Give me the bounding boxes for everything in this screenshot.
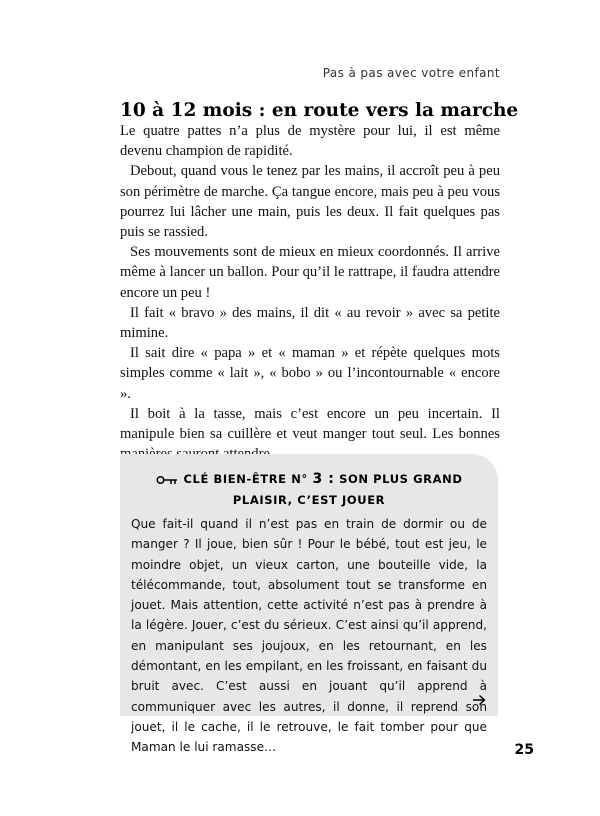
key-icon bbox=[156, 475, 178, 485]
paragraph: Il fait « bravo » des mains, il dit « au revoir » avec sa petite mimine. bbox=[120, 304, 500, 342]
key-tip-title-line2: PLAISIR, C’EST JOUER bbox=[232, 493, 386, 507]
key-tip-label: CLÉ BIEN-ÊTRE N° bbox=[183, 472, 308, 486]
key-tip-box bbox=[120, 454, 498, 755]
key-tip-number: 3 : bbox=[312, 471, 335, 487]
running-head: Pas à pas avec votre enfant bbox=[322, 66, 500, 80]
key-tip-text: Que fait-il quand il n’est pas en train de dormir ou de manger ? Il joue, bien sûr ! Pour le bébé, tout est jeu, le moindre objet, un vieux carton, une bouteille vide, la télécommande, tout, absolument tout se transforme en jouet. Mais attention, cette activité n’est pas à prendre à la légère. Jouer, c’est du sérieux. C’est ainsi qu’il apprend, en manipulant ses joujoux, en les retournant, en les démontant, en les empilant, en les froissant, en faisant du bruit avec. C’est aussi en jouant qu’il apprend à communiquer avec les autres, il donne, il reprend son jouet, il le cache, il le retrouve, le fait tomber pour que Maman le lui ramasse… bbox=[131, 517, 487, 755]
key-tip-title bbox=[120, 469, 498, 511]
paragraph: Le quatre pattes n’a plus de mystère pour lui, il est même devenu champion de rapidité. bbox=[120, 123, 500, 160]
paragraph: Il sait dire « papa » et « maman » et répète quelques mots simples comme « lait », « bobo » ou l’incontournable « encore ». bbox=[120, 345, 500, 402]
arrow-right-icon bbox=[472, 694, 486, 706]
key-tip-title-line1: SON PLUS GRAND bbox=[339, 472, 463, 486]
body-text bbox=[120, 121, 500, 464]
paragraph: Il boit à la tasse, mais c’est encore un peu incertain. Il manipule bien sa cuillère et veut manger tout seul. Les bonnes bbox=[120, 405, 500, 443]
paragraph: Debout, quand vous le tenez par les mains, il accroît peu à peu son périmètre de marche. Ça tangue encore, mais peu à peu vous pourrez lui lâcher une main, puis les deux. Il fait quelques pas puis se rassied. bbox=[120, 163, 500, 241]
page-number: 25 bbox=[514, 742, 534, 758]
paragraph: Ses mouvements sont de mieux en mieux coordonnés. Il arrive même à lancer un ballon. Pour qu’il le rattrape, il faudra attendre encore un peu ! bbox=[120, 244, 500, 301]
section-title: 10 à 12 mois : en route vers la marche bbox=[120, 100, 519, 121]
